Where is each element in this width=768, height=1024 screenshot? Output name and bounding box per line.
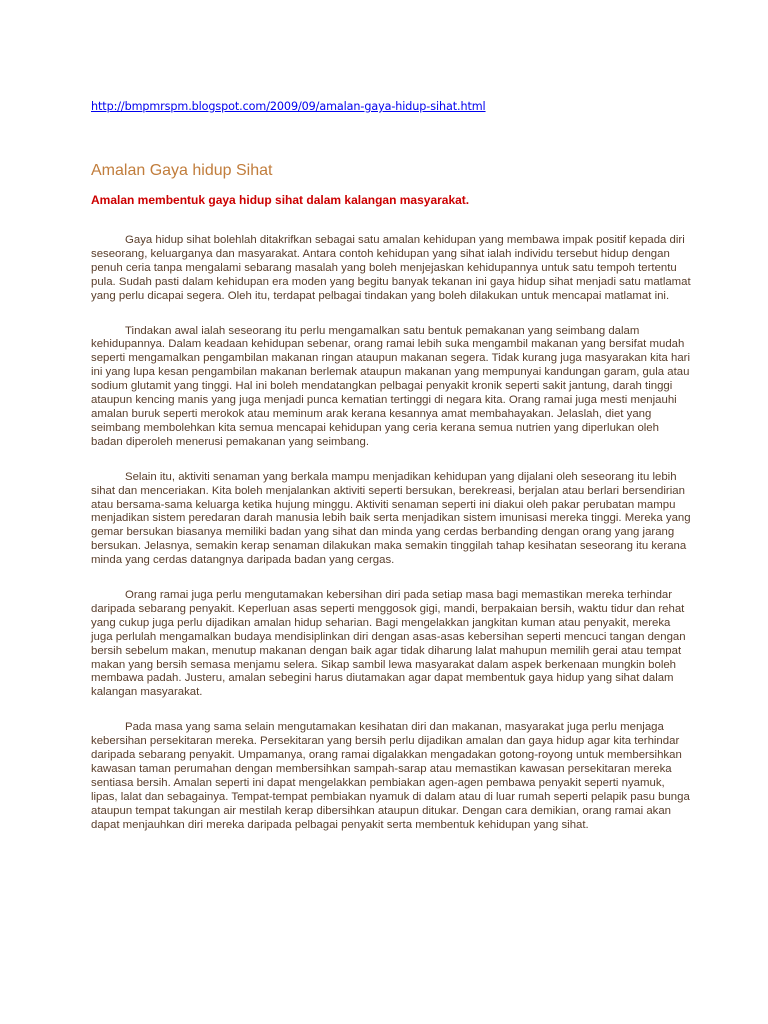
article-subtitle: Amalan membentuk gaya hidup sihat dalam kalangan masyarakat.	[91, 193, 470, 207]
source-link[interactable]: http://bmpmrspm.blogspot.com/2009/09/amalan-gaya-hidup-sihat.html	[91, 100, 486, 113]
paragraph: Gaya hidup sihat bolehlah ditakrifkan sebagai satu amalan kehidupan yang membawa impak positif kepada diri seseorang, keluarganya dan masyarakat. Antara contoh kehidupan yang sihat ialah individu tersebut hidup dengan penuh ceria tanpa mengalami sebarang masalah yang boleh menjejaskan kehidupannya untuk satu tempoh tertentu pula. Sudah pasti dalam kehidupan era moden yang begitu banyak tekanan ini gaya hidup sihat menjadi satu matlamat yang perlu dicapai segera. Oleh itu, terdapat pelbagai tindakan yang boleh dilakukan untuk mencapai matlamat ini.	[91, 234, 691, 302]
paragraph: Pada masa yang sama selain mengutamakan kesihatan diri dan makanan, masyarakat juga perlu menjaga kebersihan persekitaran mereka. Persekitaran yang bersih perlu dijadikan amalan dan gaya hidup agar kita terhindar daripada sebarang penyakit. Umpamanya, orang ramai digalakkan mengadakan gotong-royong untuk membersihkan kawasan taman perumahan dengan membersihkan sampah-sarap atau memastikan kawasan persekitaran mereka sentiasa bersih. Amalan seperti ini dapat mengelakkan pembiakan agen-agen pembawa penyakit seperti nyamuk, lipas, lalat dan sebagainya. Tempat-tempat pembiakan nyamuk di dalam atau di luar rumah seperti pelapik pasu bunga ataupun tempat takungan air mestilah kerap dibersihkan ataupun ditukar. Dengan cara demikian, orang ramai akan dapat menjauhkan diri mereka daripada pelbagai penyakit serta membentuk kehidupan yang sihat.	[91, 721, 690, 831]
paragraph: Tindakan awal ialah seseorang itu perlu mengamalkan satu bentuk pemakanan yang seimbang dalam kehidupannya. Dalam keadaan kehidupan sebenar, orang ramai lebih suka mengambil makanan yang bersifat mudah seperti mengamalkan pengambilan makanan ringan ataupun makanan segera. Tidak kurang juga masyarakan kita hari ini yang lupa kesan pengambilan makanan berlemak ataupun makanan yang mempunyai kandungan garam, gula atau sodium glutamit yang tinggi. Hal ini boleh mendatangkan pelbagai penyakit kronik seperti sakit jantung, darah tinggi ataupun kencing manis yang juga menjadi punca kematian tertinggi di negara kita. Orang ramai juga mesti menjauhi amalan buruk seperti merokok atau meminum arak kerana kesannya amat membahayakan. Jelaslah, diet yang seimbang membolehkan kita semua mencapai kehidupan yang ceria kerana semua nutrien yang diperlukan oleh badan diperoleh menerusi pemakanan yang seimbang.	[91, 324, 691, 448]
paragraph: Orang ramai juga perlu mengutamakan kebersihan diri pada setiap masa bagi memastikan mereka terhindar daripada sebarang penyakit. Keperluan asas seperti menggosok gigi, mandi, berpakaian bersih, waktu tidur dan rehat yang cukup juga perlu dijadikan amalan hidup seharian. Bagi mengelakkan jangkitan kuman atau penyakit, mereka juga perlulah mengamalkan budaya mendisiplinkan diri dengan asas-asas kebersihan seperti mencuci tangan dengan bersih sebelum makan, menutup makanan dengan baik agar tidak diharung lalat mahupun memilih gerai atau tempat makan yang bersih semasa menjamu selera. Sikap sambil lewa masyarakat dalam aspek berkenaan mungkin boleh membawa padah. Justeru, amalan sebegini harus diutamakan agar dapat membentuk gaya hidup yang sihat dalam kalangan masyarakat.	[91, 589, 686, 699]
article-title: Amalan Gaya hidup Sihat	[91, 162, 273, 179]
article-body	[91, 234, 691, 854]
paragraph: Selain itu, aktiviti senaman yang berkala mampu menjadikan kehidupan yang dijalani oleh seseorang itu lebih sihat dan menceriakan. Kita boleh menjalankan aktiviti seperti bersukan, berekreasi, berjalan atau berlari bersendirian atau bersama-sama keluarga ketika hujung minggu. Aktiviti senaman seperti ini diakui oleh pakar perubatan mampu menjadikan sistem peredaran darah manusia lebih baik serta menjadikan sistem imunisasi mereka tinggi. Mereka yang gemar bersukan biasanya memiliki badan yang sihat dan minda yang cerdas berbanding dengan orang yang jarang bersukan. Jelasnya, semakin kerap senaman dilakukan maka semakin tinggilah tahap kesihatan seseorang itu kerana minda yang cerdas datangnya daripada badan yang cergas.	[91, 470, 691, 567]
